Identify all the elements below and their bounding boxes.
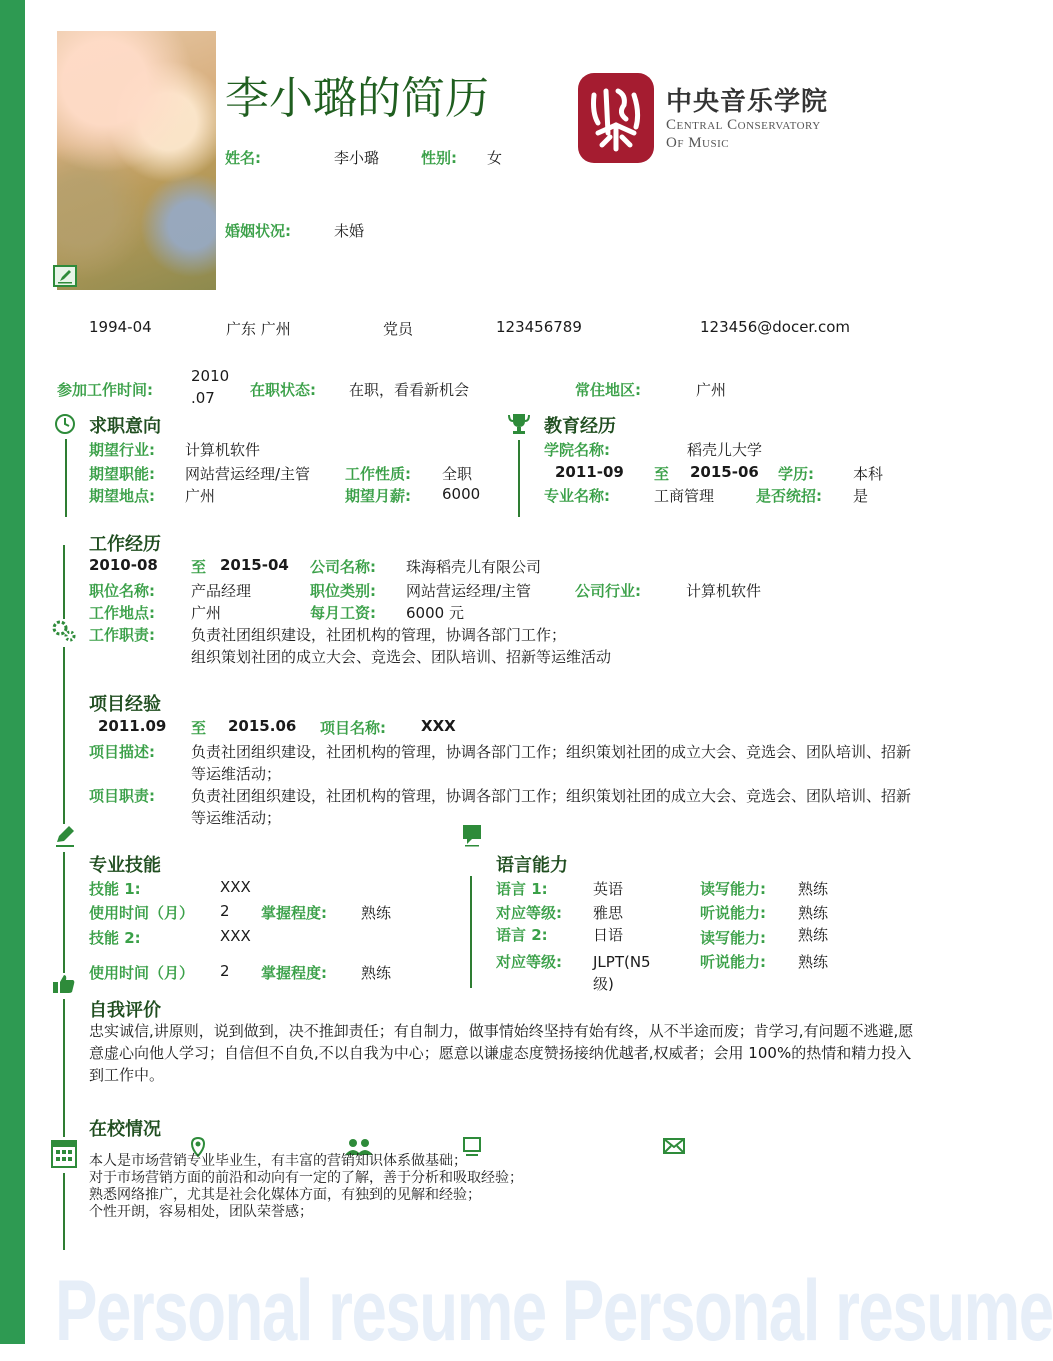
lang2-grade-label: 对应等级: — [496, 953, 562, 971]
profile-photo — [57, 31, 216, 290]
project-duty-label: 项目职责: — [89, 787, 155, 805]
intent-industry-label: 期望行业: — [89, 441, 155, 459]
school-line2: 对于市场营销方面的前沿和动向有一定的了解，善于分析和吸取经验； — [89, 1170, 523, 1186]
left-accent-bar — [0, 0, 25, 1344]
school-name: 稻壳儿大学 — [687, 441, 763, 459]
self-eval-text: 忠实诚信,讲原则，说到做到，决不推卸责任；有自制力，做事情始终坚持有始有终，从不半途而废；肯学习,有问题不逃避,愿意虚心向他人学习；自信但不自负,不以自我为中心；愿意以谦虚态度赞扬接纳优越者,权威者；会用 100%的热情和精力投入到工作中。 — [89, 1022, 914, 1084]
pencil-icon — [54, 824, 76, 852]
school-line3: 熟悉网络推广，尤其是社会化媒体方面，有独到的见解和经验； — [89, 1187, 481, 1203]
start-work-month: .07 — [191, 389, 215, 407]
company-label: 公司名称: — [310, 558, 376, 576]
intent-position: 网站营运经理/主管 — [185, 465, 311, 483]
work-section-title: 工作经历 — [89, 534, 161, 555]
project-name-label: 项目名称: — [320, 719, 386, 737]
self-eval-section-title: 自我评价 — [89, 1000, 161, 1021]
phone-number: 123456789 — [496, 318, 582, 336]
edit-icon — [53, 265, 77, 287]
work-to: 至 — [191, 558, 207, 576]
pay-value: 6000 元 — [406, 604, 464, 622]
status-label: 在职状态: — [250, 381, 316, 399]
lang2-label: 语言 2: — [496, 926, 548, 944]
logo-chinese-name: 中央音乐学院 — [666, 87, 829, 117]
job-type-value: 网站营运经理/主管 — [406, 582, 532, 600]
company-industry-label: 公司行业: — [575, 582, 641, 600]
job-type-label: 职位类别: — [310, 582, 376, 600]
project-name: XXX — [421, 717, 456, 735]
intent-position-label: 期望职能: — [89, 465, 155, 483]
edu-end: 2015-06 — [690, 463, 759, 481]
skill2-level: 熟练 — [361, 964, 392, 982]
school-label: 学院名称: — [544, 441, 610, 459]
skill1-time-label: 使用时间（月） — [89, 904, 195, 922]
timeline-line-education — [518, 432, 520, 517]
work-duty-line2: 组织策划社团的成立大会、竞选会、团队培训、招新等运维活动 — [191, 648, 612, 666]
mail-icon — [663, 1138, 685, 1158]
gender-label: 性别: — [421, 149, 457, 167]
work-place-label: 工作地点: — [89, 604, 155, 622]
project-desc-label: 项目描述: — [89, 743, 155, 761]
skill1-level-label: 掌握程度: — [261, 904, 327, 922]
lang1-rw: 熟练 — [798, 880, 829, 898]
lang1-grade: 雅思 — [593, 904, 624, 922]
skill2-time: 2 — [220, 962, 230, 980]
company-industry: 计算机软件 — [686, 582, 762, 600]
project-start: 2011.09 — [98, 717, 167, 735]
education-section-title: 教育经历 — [544, 416, 616, 437]
lang2-ls: 熟练 — [798, 953, 829, 971]
watermark-text: Personal resume Personal resume — [55, 1263, 1053, 1359]
pay-label: 每月工资: — [310, 604, 376, 622]
skill1-time: 2 — [220, 902, 230, 920]
clock-icon — [54, 413, 76, 439]
lang1-ls-label: 听说能力: — [700, 904, 766, 922]
gender-value: 女 — [487, 149, 503, 167]
calendar-icon — [51, 1137, 77, 1173]
start-work-year: 2010 — [191, 367, 230, 385]
lang2-rw-label: 读写能力: — [700, 929, 766, 947]
skills-section-title: 专业技能 — [89, 855, 161, 876]
edu-to: 至 — [654, 465, 670, 483]
work-duty-label: 工作职责: — [89, 626, 155, 644]
school-line4: 个性开朗，容易相处，团队荣誉感； — [89, 1204, 313, 1220]
degree-label: 学历: — [778, 465, 814, 483]
work-place: 广州 — [191, 604, 222, 622]
logo-english-line1: Central Conservatory — [666, 117, 821, 133]
intent-salary: 6000 — [442, 485, 481, 503]
project-desc: 负责社团组织建设，社团机构的管理，协调各部门工作；组织策划社团的成立大会、竞选会、团队培训、招新等运维活动； — [191, 743, 912, 783]
project-to: 至 — [191, 719, 207, 737]
residence-value: 广州 — [696, 381, 727, 399]
company-name: 珠海稻壳儿有限公司 — [406, 558, 542, 576]
start-work-label: 参加工作时间: — [57, 381, 153, 399]
project-section-title: 项目经验 — [89, 694, 161, 715]
lang1-label: 语言 1: — [496, 880, 548, 898]
name-value: 李小璐 — [334, 149, 380, 167]
name-label: 姓名: — [225, 149, 261, 167]
job-label: 职位名称: — [89, 582, 155, 600]
unified-value: 是 — [853, 487, 869, 505]
thumbs-up-icon — [52, 973, 76, 999]
major-value: 工商管理 — [654, 487, 715, 505]
job-value: 产品经理 — [191, 582, 252, 600]
timeline-line-language — [470, 876, 472, 988]
lang1-grade-label: 对应等级: — [496, 904, 562, 922]
school-line1: 本人是市场营销专业毕业生，有丰富的营销知识体系做基础； — [89, 1153, 467, 1169]
work-end: 2015-04 — [220, 556, 289, 574]
trophy-icon — [506, 412, 532, 440]
logo-glyph-icon — [578, 73, 654, 163]
marital-label: 婚姻状况: — [225, 222, 291, 240]
intent-location: 广州 — [185, 487, 216, 505]
lang2-value: 日语 — [593, 926, 624, 944]
gears-icon — [51, 619, 77, 647]
work-duty-line1: 负责社团组织建设，社团机构的管理，协调各部门工作； — [191, 626, 567, 644]
school-section-title: 在校情况 — [89, 1119, 161, 1140]
skill1-value: XXX — [220, 878, 251, 896]
project-end: 2015.06 — [228, 717, 297, 735]
page-title: 李小璐的简历 — [225, 73, 489, 124]
school-logo — [578, 73, 874, 165]
skill2-value: XXX — [220, 927, 251, 945]
lang1-rw-label: 读写能力: — [700, 880, 766, 898]
language-section-title: 语言能力 — [496, 855, 568, 876]
major-label: 专业名称: — [544, 487, 610, 505]
intent-section-title: 求职意向 — [89, 416, 161, 437]
skill2-level-label: 掌握程度: — [261, 964, 327, 982]
skill2-label: 技能 2: — [89, 929, 141, 947]
hometown: 广东 广州 — [226, 320, 291, 338]
logo-emblem — [578, 73, 654, 163]
degree-value: 本科 — [853, 465, 884, 483]
intent-salary-label: 期望月薪: — [345, 487, 411, 505]
lang2-grade: JLPT(N5级) — [593, 953, 651, 993]
lang2-rw: 熟练 — [798, 926, 829, 944]
skill2-time-label: 使用时间（月） — [89, 964, 195, 982]
project-duty: 负责社团组织建设，社团机构的管理，协调各部门工作；组织策划社团的成立大会、竞选会、团队培训、招新等运维活动； — [191, 787, 912, 827]
timeline-line-lower — [63, 850, 65, 1250]
email-address: 123456@docer.com — [700, 318, 851, 336]
intent-industry: 计算机软件 — [185, 441, 261, 459]
lang2-ls-label: 听说能力: — [700, 953, 766, 971]
intent-nature-label: 工作性质: — [345, 465, 411, 483]
intent-nature: 全职 — [442, 465, 473, 483]
lang1-value: 英语 — [593, 880, 624, 898]
birth-date: 1994-04 — [89, 318, 152, 336]
political-status: 党员 — [383, 320, 414, 338]
intent-location-label: 期望地点: — [89, 487, 155, 505]
edu-start: 2011-09 — [555, 463, 624, 481]
skill1-label: 技能 1: — [89, 880, 141, 898]
skill1-level: 熟练 — [361, 904, 392, 922]
work-start: 2010-08 — [89, 556, 158, 574]
marital-value: 未婚 — [334, 222, 365, 240]
lang1-ls: 熟练 — [798, 904, 829, 922]
residence-label: 常住地区: — [575, 381, 641, 399]
status-value: 在职，看看新机会 — [349, 381, 470, 399]
timeline-line-work — [63, 545, 65, 845]
unified-label: 是否统招: — [756, 487, 822, 505]
timeline-line-intent — [65, 432, 67, 517]
logo-english-line2: Of Music — [666, 135, 730, 151]
